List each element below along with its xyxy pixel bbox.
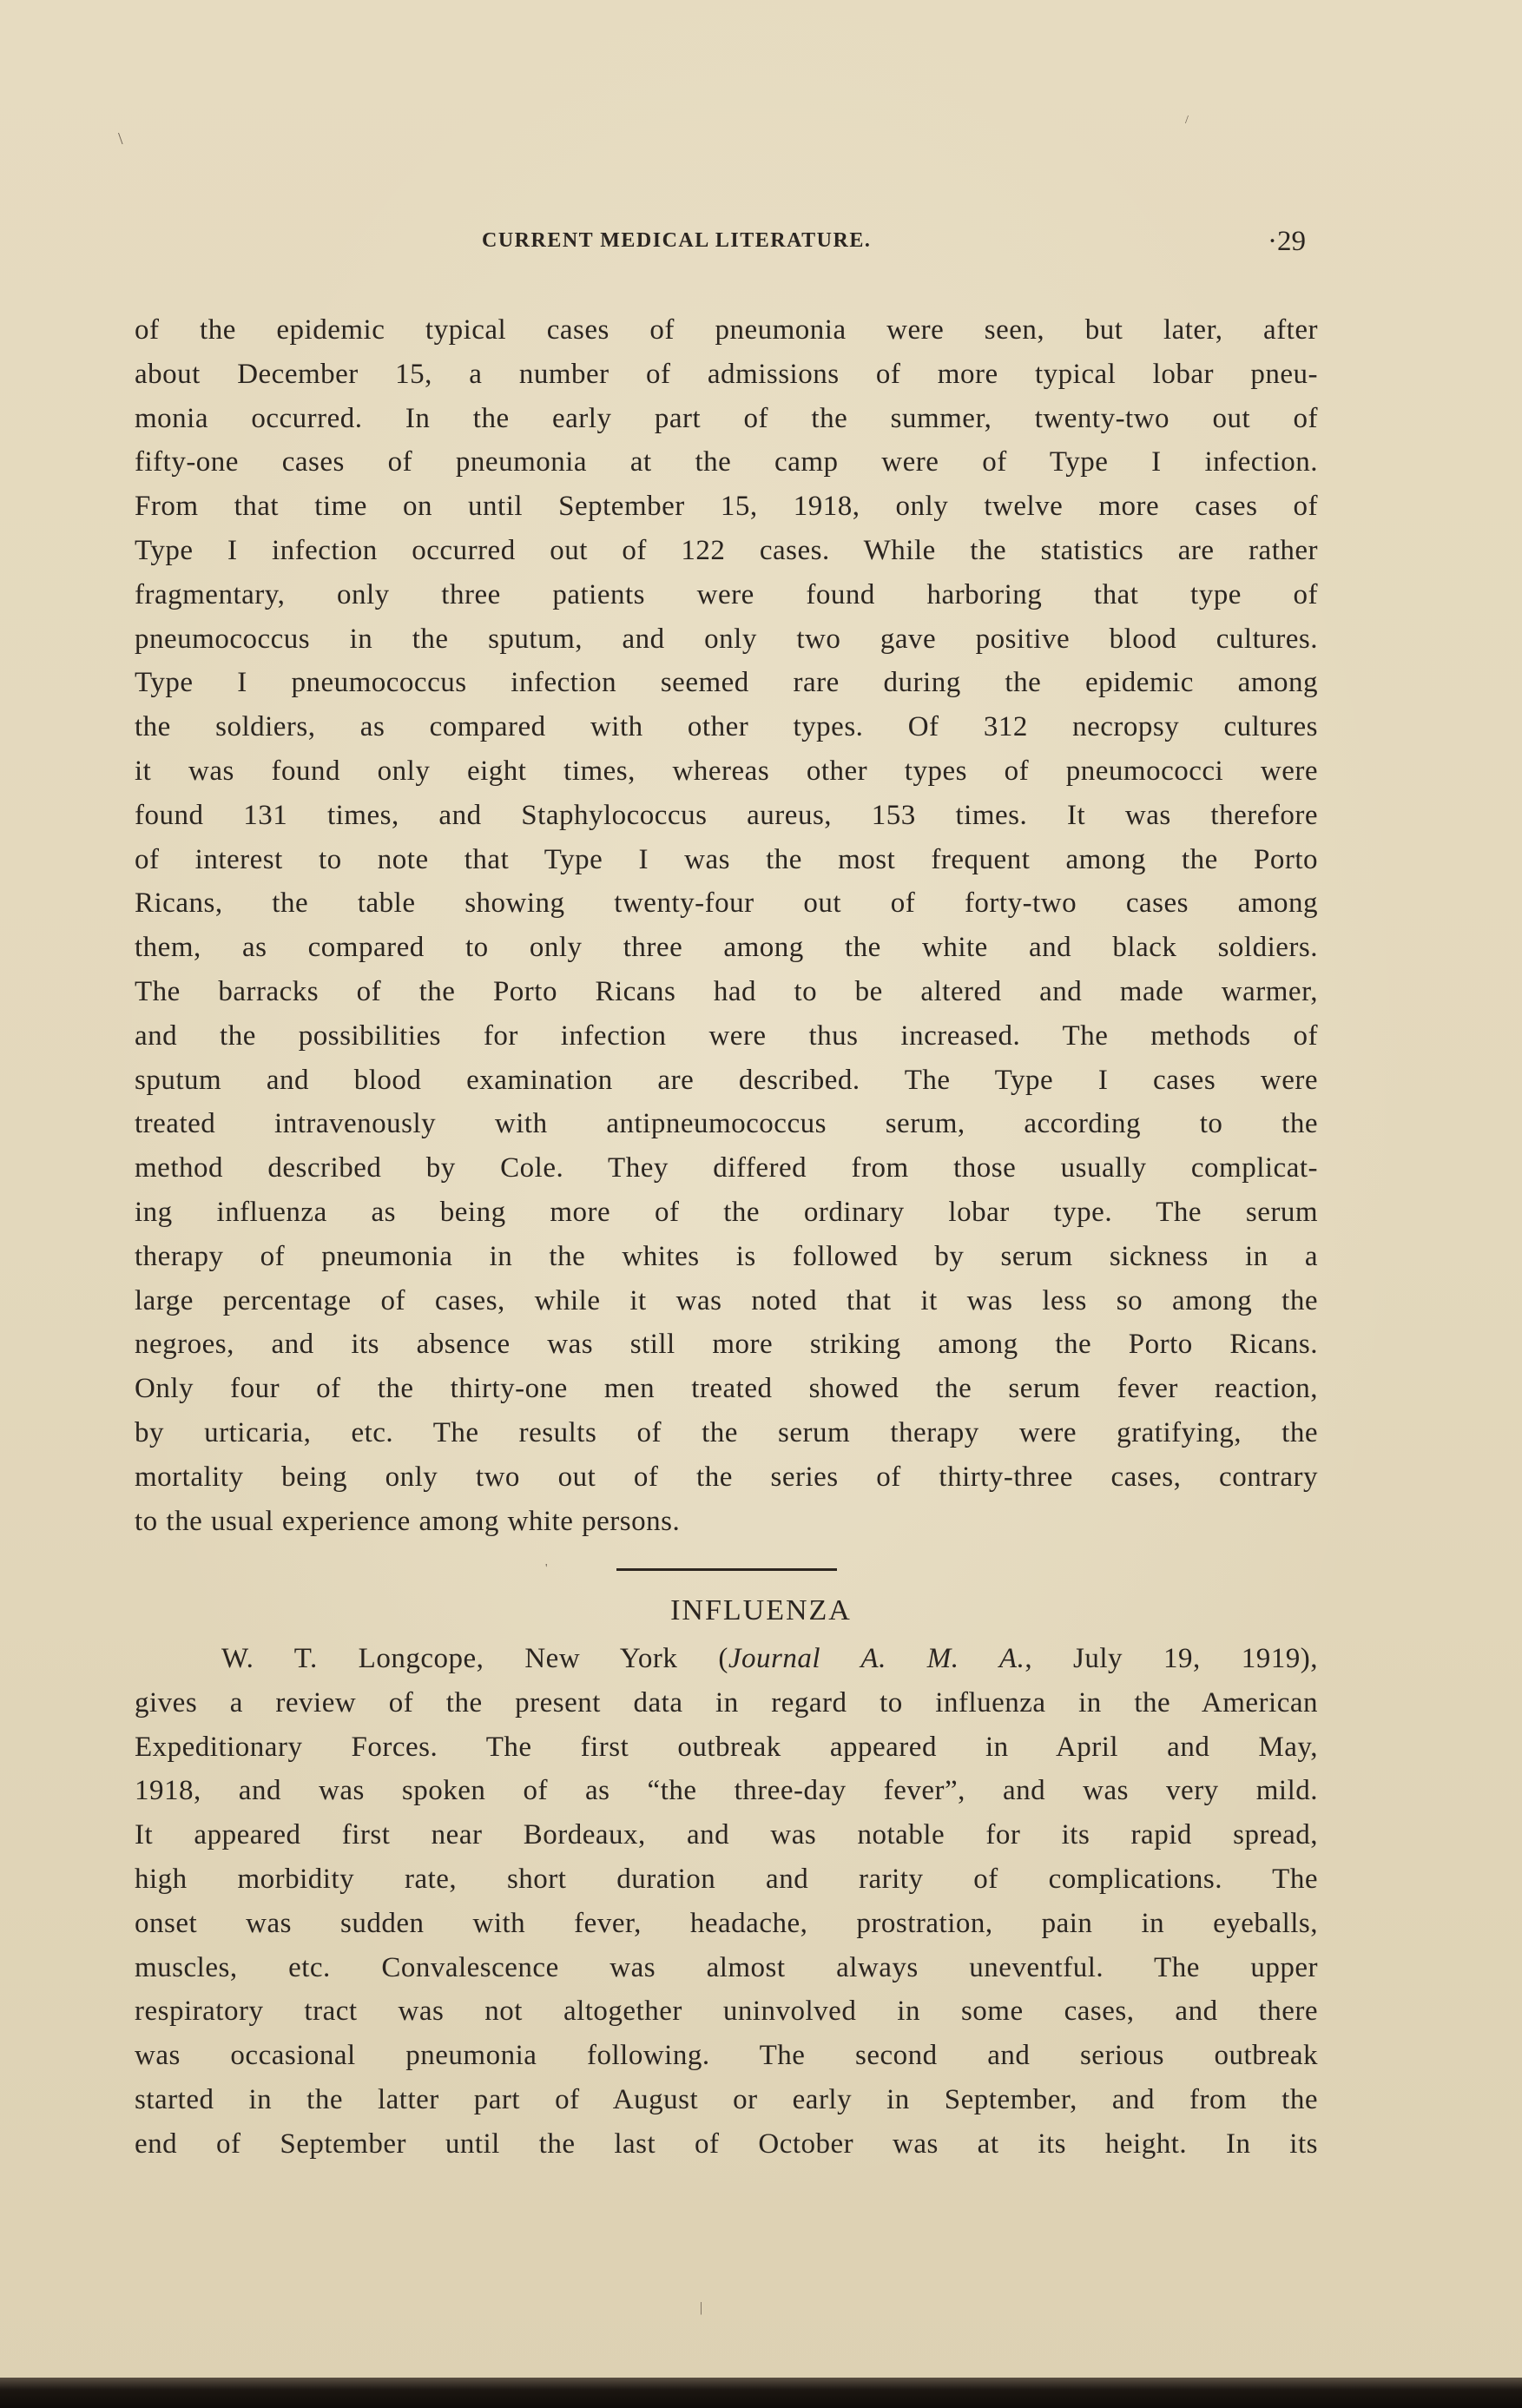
- text-line: It appeared first near Bordeaux, and was notable for its rapid spread,: [135, 1819, 1318, 1851]
- text-line: onset was sudden with fever, headache, prostration, pain in eyeballs,: [135, 1907, 1318, 1939]
- text-line: to the usual experience among white persons.: [135, 1505, 681, 1537]
- text-line: fifty-one cases of pneumonia at the camp were of Type I infection.: [135, 446, 1318, 478]
- text-line: of the epidemic typical cases of pneumonia were seen, but later, after: [135, 314, 1318, 346]
- text-line: pneumococcus in the sputum, and only two gave positive blood cultures.: [135, 623, 1318, 655]
- text-line: started in the latter part of August or early in September, and from the: [135, 2083, 1318, 2115]
- text-line: found 131 times, and Staphylococcus aureus, 153 times. It was therefore: [135, 799, 1318, 831]
- text-line: negroes, and its absence was still more striking among the Porto Ricans.: [135, 1329, 1318, 1361]
- scan-speck: ': [545, 1562, 548, 1575]
- citation-date: , July 19, 1919),: [1025, 1643, 1318, 1674]
- text-line: Expeditionary Forces. The first outbreak appeared in April and May,: [135, 1731, 1318, 1763]
- text-line: fragmentary, only three patients were found harboring that type of: [135, 578, 1318, 610]
- text-line: Type I infection occurred out of 122 cases. While the statistics are rather: [135, 534, 1318, 566]
- citation-author: W. T. Longcope, New York (: [221, 1643, 728, 1674]
- text-line: treated intravenously with antipneumococcus serum, according to the: [135, 1108, 1318, 1140]
- text-line: ing influenza as being more of the ordinary lobar type. The serum: [135, 1196, 1318, 1228]
- text-line: method described by Cole. They differed from those usually complicat-: [135, 1152, 1318, 1184]
- text-line: sputum and blood examination are described. The Type I cases were: [135, 1064, 1318, 1096]
- text-line: high morbidity rate, short duration and rarity of complications. The: [135, 1863, 1318, 1895]
- scan-speck: /: [1185, 114, 1189, 127]
- text-line: them, as compared to only three among the white and black soldiers.: [135, 932, 1318, 964]
- text-line: gives a review of the present data in regard to influenza in the American: [135, 1686, 1318, 1719]
- text-line: Type I pneumococcus infection seemed rare during the epidemic among: [135, 667, 1318, 699]
- text-line: about December 15, a number of admissions of more typical lobar pneu-: [135, 358, 1318, 390]
- text-line: 1918, and was spoken of as “the three-day fever”, and was very mild.: [135, 1775, 1318, 1807]
- text-line: Ricans, the table showing twenty-four out of forty-two cases among: [135, 887, 1318, 920]
- text-line: The barracks of the Porto Ricans had to be altered and made warmer,: [135, 975, 1318, 1007]
- text-line: therapy of pneumonia in the whites is followed by serum sickness in a: [135, 1240, 1318, 1272]
- influenza-article: [135, 1637, 1318, 2167]
- scan-speck: \: [118, 129, 123, 148]
- text-line: of interest to note that Type I was the most frequent among the Porto: [135, 843, 1318, 875]
- text-line: muscles, etc. Convalescence was almost always uneventful. The upper: [135, 1951, 1318, 1983]
- text-line: large percentage of cases, while it was noted that it was less so among the: [135, 1284, 1318, 1316]
- page-number: ·29: [1268, 226, 1306, 257]
- section-heading: INFLUENZA: [670, 1594, 852, 1626]
- article-continuation: [135, 308, 1318, 1543]
- scan-bottom-edge: [0, 2378, 1522, 2408]
- text-line: end of September until the last of October was at its height. In its: [135, 2128, 1318, 2160]
- text-line: From that time on until September 15, 1918, only twelve more cases of: [135, 491, 1318, 523]
- text-line-first: [135, 1637, 1318, 1681]
- text-line: monia occurred. In the early part of the summer, twenty-two out of: [135, 402, 1318, 434]
- text-line: by urticaria, etc. The results of the serum therapy were gratifying, the: [135, 1416, 1318, 1448]
- text-line: it was found only eight times, whereas other types of pneumococci were: [135, 755, 1318, 787]
- text-line: mortality being only two out of the series of thirty-three cases, contrary: [135, 1461, 1318, 1493]
- running-title: CURRENT MEDICAL LITERATURE.: [482, 229, 872, 252]
- section-divider-rule: [616, 1568, 837, 1571]
- text-line: and the possibilities for infection were thus increased. The methods of: [135, 1019, 1318, 1052]
- journal-title: Journal A. M. A.: [728, 1643, 1025, 1674]
- text-line: Only four of the thirty-one men treated showed the serum fever reaction,: [135, 1373, 1318, 1405]
- text-line: respiratory tract was not altogether uninvolved in some cases, and there: [135, 1996, 1318, 2028]
- text-line: the soldiers, as compared with other types. Of 312 necropsy cultures: [135, 711, 1318, 743]
- text-line: was occasional pneumonia following. The second and serious outbreak: [135, 2040, 1318, 2072]
- scan-speck: |: [700, 2300, 703, 2315]
- running-header: [0, 226, 1522, 264]
